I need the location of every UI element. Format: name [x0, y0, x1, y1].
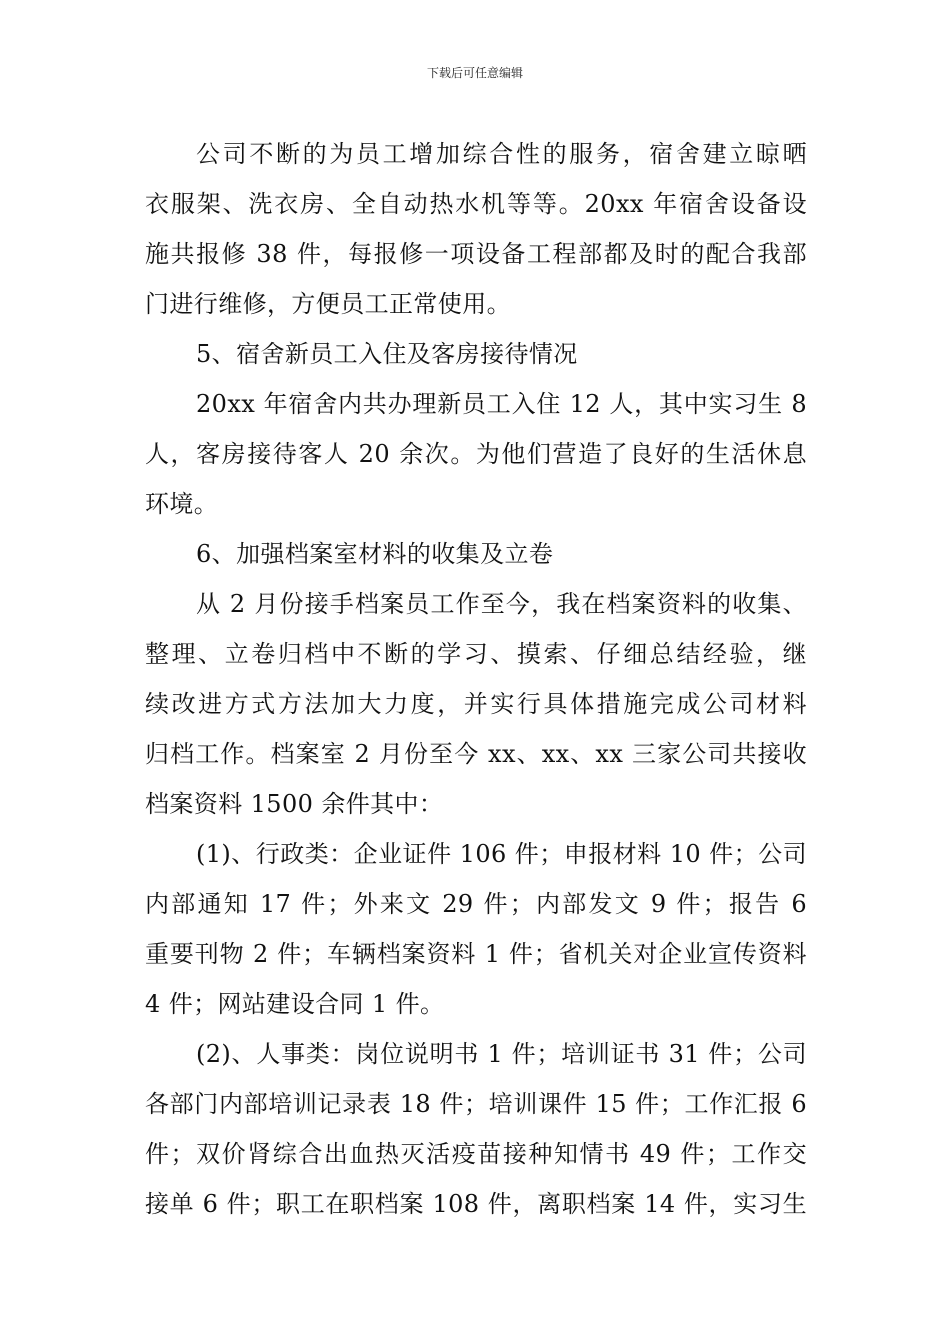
text-line: 各部门内部培训记录表 18 件；培训课件 15 件；工作汇报 6	[145, 1090, 807, 1118]
text-line: 件；双价肾综合出血热灭活疫苗接种知情书 49 件；工作交	[145, 1140, 807, 1168]
paragraph-administrative	[145, 829, 807, 1029]
text-line: 接单 6 件；职工在职档案 108 件，离职档案 14 件，实习生	[145, 1190, 807, 1218]
text-line: 环境。	[145, 490, 219, 518]
paragraph-personnel	[145, 1029, 807, 1229]
text-line: 4 件；网站建设合同 1 件。	[145, 990, 445, 1018]
section-heading: 6、加强档案室材料的收集及立卷	[196, 540, 554, 568]
text-line: (1)、行政类：企业证件 106 件；申报材料 10 件；公司	[196, 840, 807, 868]
text-line: 施共报修 38 件，每报修一项设备工程部都及时的配合我部	[145, 240, 807, 268]
text-line: 归档工作。档案室 2 月份至今 xx、xx、xx 三家公司共接收	[145, 740, 807, 768]
text-line: 重要刊物 2 件；车辆档案资料 1 件；省机关对企业宣传资料	[145, 940, 807, 968]
paragraph-dormitory-services	[145, 129, 807, 329]
text-line: 档案资料 1500 余件其中：	[145, 790, 444, 818]
section-heading-5	[145, 329, 807, 379]
text-line: 人，客房接待客人 20 余次。为他们营造了良好的生活休息	[145, 440, 807, 468]
text-line: 20xx 年宿舍内共办理新员工入住 12 人，其中实习生 8	[196, 390, 807, 418]
section-heading: 5、宿舍新员工入住及客房接待情况	[196, 340, 578, 368]
document-body	[145, 129, 807, 1229]
section-heading-6	[145, 529, 807, 579]
page-header: 下载后可任意编辑	[426, 66, 523, 80]
text-line: 公司不断的为员工增加综合性的服务，宿舍建立晾晒	[196, 140, 807, 168]
text-line: 从 2 月份接手档案员工作至今，我在档案资料的收集、	[196, 590, 807, 618]
text-line: 内部通知 17 件；外来文 29 件；内部发文 9 件；报告 6	[145, 890, 807, 918]
text-line: 整理、立卷归档中不断的学习、摸索、仔细总结经验，继	[145, 640, 807, 668]
paragraph-new-staff	[145, 379, 807, 529]
paragraph-archives	[145, 579, 807, 829]
text-line: 门进行维修，方便员工正常使用。	[145, 290, 511, 318]
text-line: 续改进方式方法加大力度，并实行具体措施完成公司材料	[145, 690, 807, 718]
text-line: (2)、人事类：岗位说明书 1 件；培训证书 31 件；公司	[196, 1040, 807, 1068]
text-line: 衣服架、洗衣房、全自动热水机等等。20xx 年宿舍设备设	[145, 190, 807, 218]
